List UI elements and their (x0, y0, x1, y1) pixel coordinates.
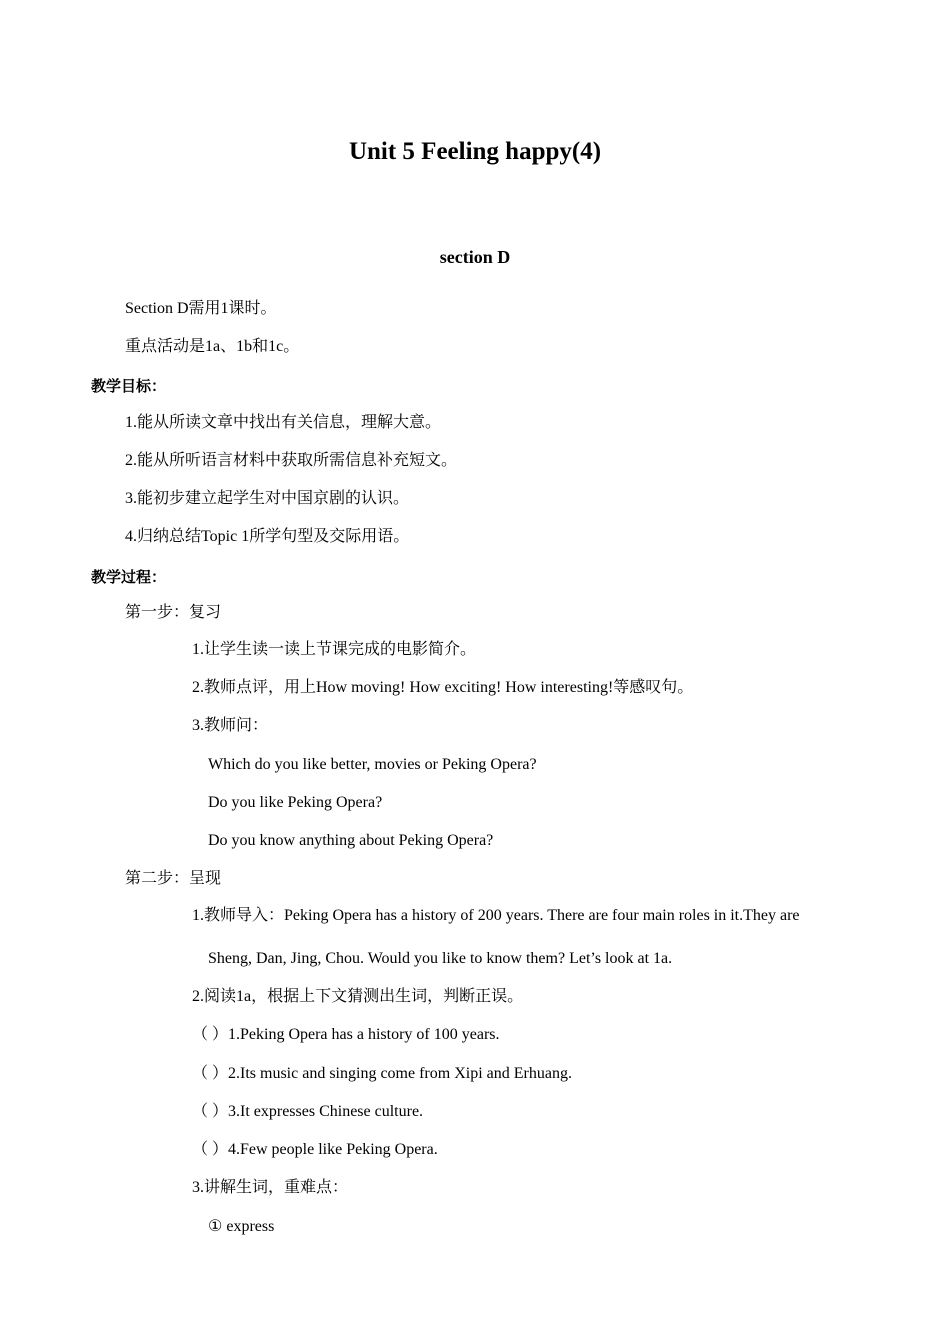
judgment-item: （ ）3.It expresses Chinese culture. (192, 1103, 424, 1120)
section-subtitle: section D (439, 247, 511, 267)
vocab-item: ① express (208, 1218, 275, 1235)
goals-heading: 教学目标： (91, 377, 167, 395)
teacher-question: Which do you like better, movies or Peking Opera? (208, 756, 537, 773)
intro-line: Section D需用1课时。 (125, 300, 277, 317)
step2-item: 2.阅读1a，根据上下文猜测出生词，判断正误。 (192, 988, 524, 1005)
goal-item: 4.归纳总结Topic 1所学句型及交际用语。 (125, 528, 410, 545)
judgment-item: （ ）2.Its music and singing come from Xipi and Erhuang. (192, 1065, 572, 1082)
step2-item-continuation: Sheng, Dan, Jing, Chou. Would you like to know them? Let’s look at 1a. (208, 950, 673, 967)
step1-item: 3.教师问： (192, 717, 269, 734)
process-heading: 教学过程： (91, 568, 167, 586)
intro-line: 重点活动是1a、1b和1c。 (125, 338, 300, 355)
teacher-question: Do you know anything about Peking Opera? (208, 832, 494, 849)
step2-label: 第二步：呈现 (125, 870, 222, 887)
teacher-question: Do you like Peking Opera? (208, 794, 383, 811)
goal-item: 3.能初步建立起学生对中国京剧的认识。 (125, 490, 410, 507)
document-title: Unit 5 Feeling happy(4) (348, 138, 602, 165)
judgment-item: （ ）1.Peking Opera has a history of 100 years. (192, 1026, 500, 1043)
goal-item: 2.能从所听语言材料中获取所需信息补充短文。 (125, 452, 458, 469)
step2-item: 3.讲解生词，重难点： (192, 1179, 349, 1196)
judgment-item: （ ）4.Few people like Peking Opera. (192, 1141, 438, 1158)
goal-item: 1.能从所读文章中找出有关信息，理解大意。 (125, 414, 442, 431)
step1-item: 1.让学生读一读上节课完成的电影简介。 (192, 641, 477, 658)
step1-label: 第一步：复习 (125, 604, 222, 621)
step1-item: 2.教师点评，用上How moving! How exciting! How interesting!等感叹句。 (192, 679, 694, 696)
step2-item: 1.教师导入：Peking Opera has a history of 200 years. There are four main roles in it.They are (192, 907, 800, 924)
